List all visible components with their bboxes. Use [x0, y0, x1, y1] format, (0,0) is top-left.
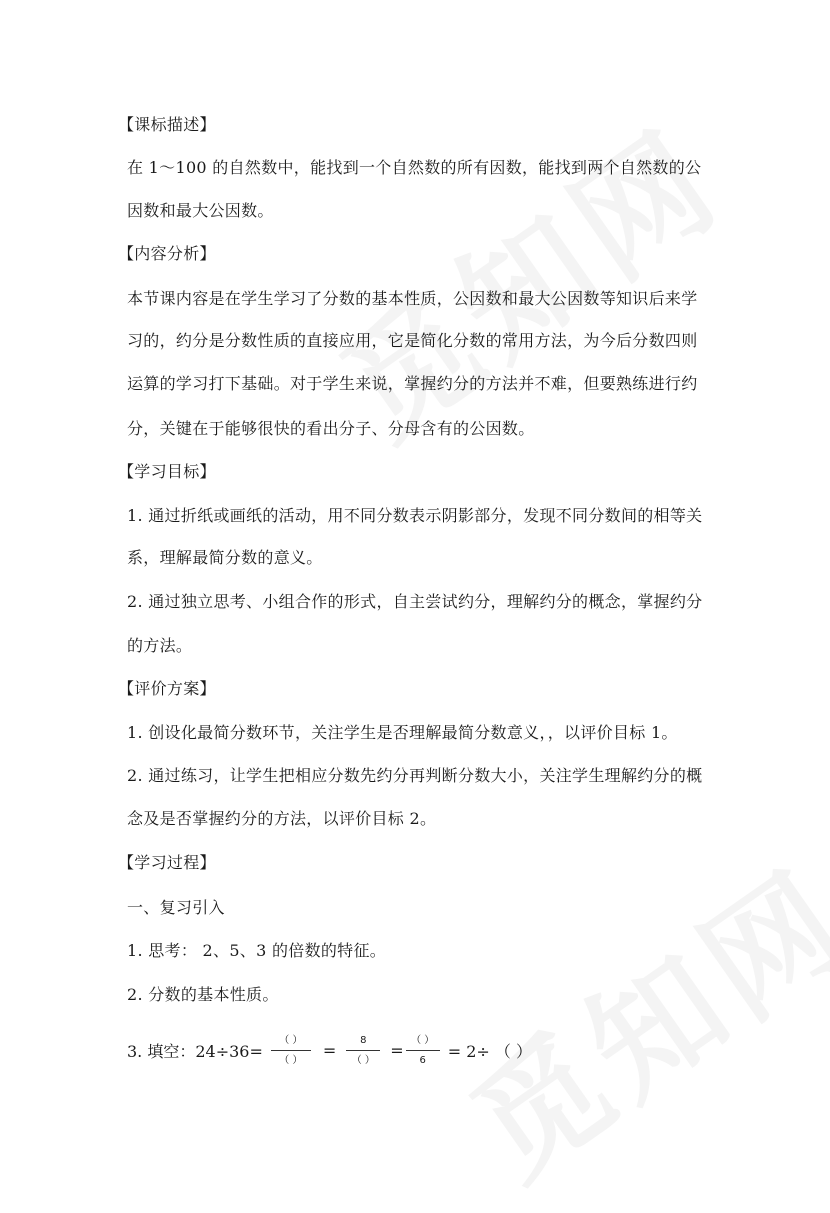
- fraction-numerator: （ ）: [279, 1034, 303, 1046]
- fraction-1: [271, 1034, 311, 1067]
- watermark-bottom: [430, 819, 830, 1213]
- paragraph-line: 习的，约分是分数性质的直接应用，它是简化分数的常用方法，为今后分数四则: [127, 331, 698, 350]
- fill-in-blank-equation: [127, 1028, 532, 1072]
- paragraph-line: 运算的学习打下基础。对于学生来说，掌握约分的方法并不难，但要熟练进行约: [127, 374, 698, 393]
- paragraph-line: 2. 分数的基本性质。: [127, 985, 279, 1004]
- fraction-bar: [346, 1050, 380, 1051]
- fraction-denominator: （ ）: [279, 1054, 303, 1066]
- goals-heading: 【学习目标】: [118, 462, 216, 481]
- equation-suffix: = 2÷ （ ）: [447, 1041, 532, 1061]
- paragraph-line: 分，关键在于能够很快的看出分子、分母含有的公因数。: [127, 419, 535, 438]
- fraction-bar: [271, 1050, 311, 1051]
- paragraph-line: 在 1～100 的自然数中，能找到一个自然数的所有因数，能找到两个自然数的公: [127, 158, 702, 177]
- equals-sign: =: [390, 1040, 404, 1060]
- equals-sign: =: [322, 1040, 337, 1060]
- fraction-3: [406, 1034, 440, 1067]
- paragraph-line: 一、复习引入: [127, 898, 225, 917]
- paragraph-line: 1. 通过折纸或画纸的活动，用不同分数表示阴影部分，发现不同分数间的相等关: [127, 506, 703, 525]
- paragraph-line: 因数和最大公因数。: [127, 201, 274, 220]
- process-heading: 【学习过程】: [118, 853, 216, 872]
- content-heading: 【内容分析】: [118, 244, 216, 263]
- paragraph-line: 2. 通过练习，让学生把相应分数先约分再判断分数大小，关注学生理解约分的概: [127, 766, 703, 785]
- equation-prefix: 3. 填空：24÷36=: [127, 1041, 263, 1061]
- paragraph-line: 1. 思考： 2、5、3 的倍数的特征。: [127, 941, 387, 960]
- fraction-2: [346, 1034, 380, 1067]
- paragraph-line: 系，理解最简分数的意义。: [127, 548, 323, 567]
- fraction-numerator: （ ）: [411, 1034, 435, 1046]
- paragraph-line: 的方法。: [127, 636, 193, 655]
- paragraph-line: 念及是否掌握约分的方法，以评价目标 2。: [127, 809, 437, 828]
- fraction-bar: [406, 1050, 440, 1051]
- fraction-denominator: 6: [419, 1054, 426, 1066]
- watermark: [300, 79, 751, 473]
- fraction-numerator: 8: [360, 1034, 367, 1046]
- paragraph-line: 1. 创设化最简分数环节，关注学生是否理解最简分数意义，，以评价目标 1。: [127, 723, 678, 742]
- paragraph-line: 本节课内容是在学生学习了分数的基本性质，公因数和最大公因数等知识后来学: [127, 289, 698, 308]
- standard-heading: 【课标描述】: [118, 115, 216, 134]
- eval-heading: 【评价方案】: [118, 679, 216, 698]
- fraction-denominator: （ ）: [351, 1054, 375, 1066]
- paragraph-line: 2. 通过独立思考、小组合作的形式，自主尝试约分，理解约分的概念，掌握约分: [127, 592, 703, 611]
